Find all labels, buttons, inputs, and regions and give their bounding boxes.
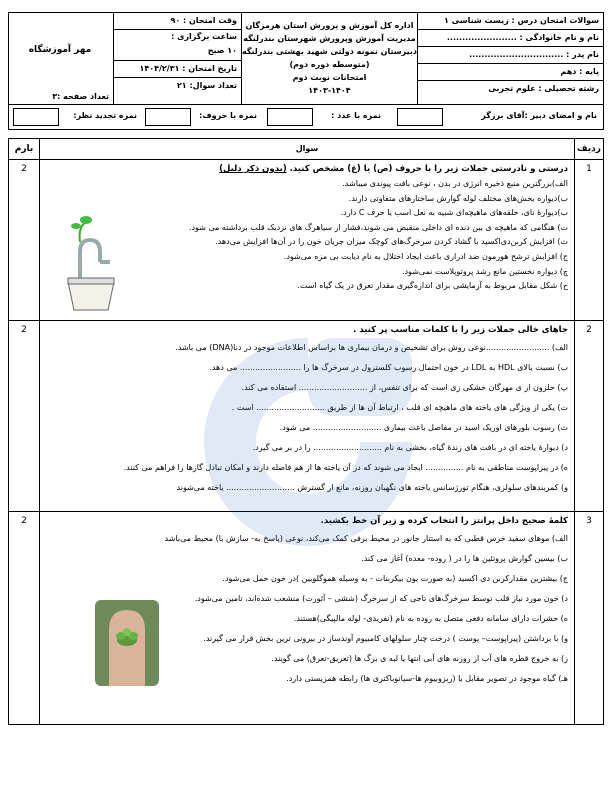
transpiration-experiment-illustration <box>60 212 122 312</box>
school-year: ۱۴۰۳-۱۴۰۴ <box>308 86 351 95</box>
list-item: ب) نسبت بالای HDL به LDL در خون احتمال رسوب کلسترول در سرخرگ ها را ........................ می دهد. <box>209 363 568 372</box>
question-count: تعداد سوال: ۲۱ <box>176 81 237 90</box>
list-item: ح) شکل مقابل مربوط به آزمایشی برای اندازه‌گیری مقدار تعرق در یک گیاه است. <box>297 281 568 291</box>
question-title: جاهای خالی جملات زیر را با کلمات مناسب پر کنید . <box>353 325 568 335</box>
questions-table <box>8 138 604 725</box>
exam-header <box>8 12 604 130</box>
list-item: ب)دیواره بخش‌های مختلف لوله گوارش ساختارهای متفاوتی دارند. <box>348 193 568 203</box>
list-item: ت) هنگامی که ماهیچه ی بین دنده ای داخلی منقبض می شوند،فشار از سیاهرگ های نزدیک قلب برداشته می شود. <box>188 222 568 232</box>
col-num-header: ردیف <box>574 139 603 159</box>
page-count: تعداد صفحه :۳ <box>52 92 109 101</box>
teacher-signature-label: نام و امضای دبیر :آقای برزگر <box>481 111 597 120</box>
list-item: ج) بیشترین مقدارکربن دی اکسید (به صورت یون بیکربنات - به وسیله هموگلوبین )در خون حمل می‌شود. <box>222 574 568 583</box>
score-bar <box>9 104 603 129</box>
school-stamp: مهر آموزشگاه <box>28 45 92 55</box>
list-item: د) خون مورد نیاز قلب توسط سرخرگ‌های تاجی که از سرخرگ (ششی – آئورت) منشعب شده‌اند، تامین می‌شود. <box>194 594 568 603</box>
question-row <box>9 160 603 321</box>
question-score: 2 <box>21 516 27 526</box>
field-line: رشته تحصیلی : علوم تجربی <box>488 84 599 93</box>
list-item: ج) افزایش ترشح هورمون ضد ادراری باعث ایجاد اختلال به نام دیابت بی مزه می‌شود. <box>283 251 568 261</box>
score-letters-box[interactable] <box>145 108 191 126</box>
school-name: دبیرستان نمونه دولتی شهید بهشتی بندرلنگه <box>241 47 417 56</box>
subject-line: سوالات امتحان درس : زیست شناسی ۱ <box>418 13 603 30</box>
grade-line: پایه : دهم <box>418 64 603 81</box>
col-question-header: سوال <box>39 139 574 159</box>
col-score-header: بارم <box>14 144 34 154</box>
question-number: 1 <box>574 160 603 320</box>
exam-round: امتحانات نوبت دوم <box>292 73 367 82</box>
list-item: ه) در پیراپوست مناطقی به نام ............... ایجاد می شوند که در آن یاخته ها از هم فاصله دارند و امکان تبادل گازها را فراهم می کنند. <box>123 463 568 472</box>
list-item: و) با برداشتن (پیراپوست– پوست ) درخت چنار سلولهای کامبیوم آوندساز در بیرونی ترین بخش قرار می گیرند. <box>203 634 568 643</box>
question-score: 2 <box>21 325 27 335</box>
list-item: هـ) گیاه موجود در تصویر مقابل با (ریزوبیوم ها-سیانوباکتری ها) رابطه همزیستی دارد. <box>286 674 568 683</box>
list-item: ث) رسوب بلورهای اوریک اسید در مفاصل باعث بیماری ........................... می شود. <box>279 423 568 432</box>
question-row <box>9 321 603 512</box>
table-header <box>9 139 603 160</box>
list-item: ه) حشرات دارای سامانه دفعی متصل به روده به نام (نفریدی- لوله مالپیگی)هستند. <box>293 614 568 623</box>
student-name-field[interactable]: نام و نام خانوادگی : ....................... <box>418 30 603 47</box>
office-line-2: مدیریت آموزش وپرورش شهرستان بندرلنگه <box>243 34 416 43</box>
exam-page <box>8 12 604 725</box>
list-item: پ) حلزون از ی مهرگان خشکی زی است که برای تنفس، از ........................... استفاده می کند. <box>241 383 568 392</box>
list-item: الف)بزرگترین منبع ذخیره انرژی در بدن ، نوعی بافت پیوندی میباشد. <box>342 179 568 188</box>
teacher-signature-box[interactable] <box>397 108 443 126</box>
question-body <box>39 512 574 724</box>
question-title: کلمهٔ صحیح داخل پرانتز را انتخاب کرده و زیر آن خط بکشید. <box>320 516 568 526</box>
question-title-text: درستی و نادرستی جملات زیر را با حروف (ص) یا (غ) مشخص کنید. <box>289 164 568 174</box>
score-number-box[interactable] <box>267 108 313 126</box>
score-letters-label: نمره با حروف: <box>199 111 257 120</box>
session-time-value: ۱۰ صبح <box>207 46 237 55</box>
list-item: ز) به خروج قطره های آب از روزنه های آبی انتها یا لبه ی برگ ها (تعریق-تعرق) می گویند. <box>271 654 568 663</box>
question-body <box>39 321 574 511</box>
session-time <box>114 30 241 61</box>
revision-score-label: نمره تجدید نظر: <box>73 111 137 120</box>
exam-time: وقت امتحان : ۹۰ <box>114 13 241 30</box>
question-score: 2 <box>21 164 27 174</box>
list-item: ب) بیسین گوارش پروتئین ها را در ( روده- معده) آغاز می کند. <box>361 554 568 563</box>
father-name-field[interactable]: نام پدر : ............................... <box>418 47 603 64</box>
list-item: و) کمربندهای سلولزی، هنگام تورژسانس یاخته های نگهبان روزنه، مانع از گسترش ........................... یاخته می‌شوند <box>176 483 568 492</box>
score-number-label: نمره با عدد : <box>331 111 381 120</box>
question-number: 2 <box>574 321 603 511</box>
list-item: ت) یکی از ویژگی های یاخته های ماهیچه ای قلب ، ارتباط آن ها از طریق ........................... است . <box>231 403 568 412</box>
exam-date: تاریخ امتحان : ۱۴۰۴/۲/۳۱ <box>114 61 241 78</box>
list-item: ب)دیوارهٔ نای، حلقه‌های ماهیچه‌ای شبیه به نعل اسب یا حرف C دارد. <box>340 208 568 218</box>
session-time-label: ساعت برگزاری : <box>171 32 237 41</box>
list-item: د) دیوارهٔ یاخته ای در بافت های زندهٔ گیاه، بخشی به نام ........................... را در بر می گیرد. <box>252 443 568 452</box>
question-body <box>39 160 574 320</box>
question-title <box>46 164 568 174</box>
revision-score-box[interactable] <box>13 108 59 126</box>
list-item: چ) دیواره نخستین مانع رشد پروتوپلاست نمی‌شود. <box>401 266 568 276</box>
list-item: الف) .........................نوعی روش برای تشخیص و درمان بیماری ها براساس اطلاعات موجود در دنا(DNA) می باشد. <box>175 343 568 352</box>
fingertip-plant-photo <box>95 600 159 686</box>
list-item: ث) افزایش کربن‌دی‌اکسید با گشاد کردن سرخرگ‌های کوچک میزان جریان خون را در آن‌ها افزایش می‌دهد. <box>215 237 568 247</box>
question-title-note: (بدون ذکر دلیل) <box>219 164 287 174</box>
school-level: (متوسطه دوره دوم) <box>289 60 370 69</box>
list-item: الف) موهای سفید خرس قطبی که به استتار جانور در محیط برفی کمک می‌کند، نوعی (پاسخ به- سازش با) محیط می‌باشد <box>164 534 568 543</box>
question-number: 3 <box>574 512 603 724</box>
office-line-1: اداره کل آموزش و پرورش استان هرمزگان <box>245 21 414 30</box>
question-row <box>9 512 603 724</box>
